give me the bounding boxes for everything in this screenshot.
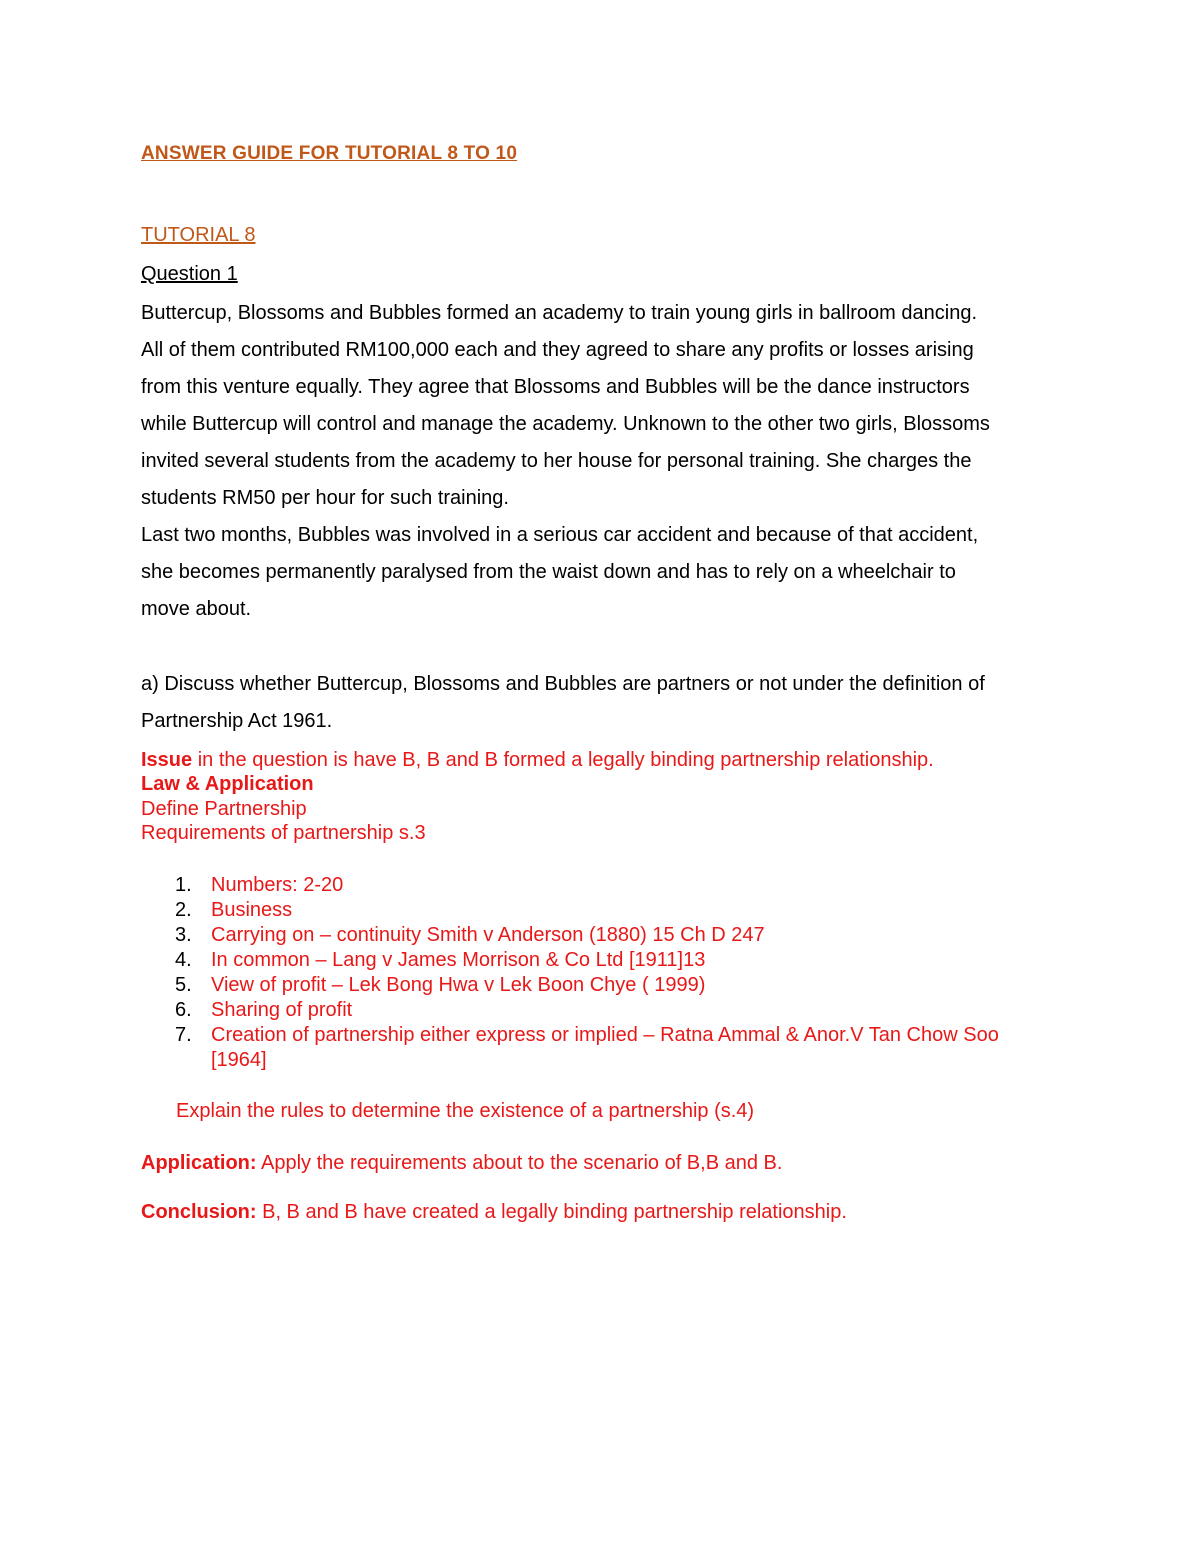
- scenario-line: All of them contributed RM100,000 each and they agreed to share any profits or losses arising: [141, 339, 974, 361]
- list-item: [141, 998, 1041, 1023]
- scenario-paragraph: [141, 295, 1071, 628]
- part-a-line: Partnership Act 1961.: [141, 710, 333, 732]
- list-number: 1.: [175, 874, 192, 896]
- list-number: 7.: [175, 1024, 192, 1046]
- law-heading: [141, 772, 314, 796]
- tutorial-heading: TUTORIAL 8: [141, 224, 256, 246]
- scenario-line: Last two months, Bubbles was involved in a serious car accident and because of that accident,: [141, 524, 979, 546]
- part-a-question: [141, 666, 1071, 740]
- list-item: [141, 973, 1041, 998]
- list-item: [141, 923, 1041, 948]
- scenario-line: she becomes permanently paralysed from the waist down and has to rely on a wheelchair to: [141, 561, 956, 583]
- list-text: Sharing of profit: [211, 999, 353, 1021]
- scenario-line: from this venture equally. They agree that Blossoms and Bubbles will be the dance instructors: [141, 376, 970, 398]
- application-line: [141, 1151, 782, 1175]
- list-number: 3.: [175, 924, 192, 946]
- law-label: Law & Application: [141, 773, 314, 795]
- scenario-line: while Buttercup will control and manage the academy. Unknown to the other two girls, Blossoms: [141, 413, 990, 435]
- list-number: 5.: [175, 974, 192, 996]
- question-heading: Question 1: [141, 263, 238, 285]
- issue-label: Issue: [141, 749, 193, 771]
- requirements-list: [141, 873, 1041, 1073]
- list-item: [141, 948, 1041, 973]
- scenario-line: invited several students from the academy to her house for personal training. She charges the: [141, 450, 972, 472]
- list-text: View of profit – Lek Bong Hwa v Lek Boon Chye ( 1999): [211, 974, 706, 996]
- list-number: 4.: [175, 949, 192, 971]
- conclusion-label: Conclusion:: [141, 1201, 257, 1223]
- scenario-line: Buttercup, Blossoms and Bubbles formed an academy to train young girls in ballroom dancing.: [141, 302, 978, 324]
- requirements-heading: Requirements of partnership s.3: [141, 822, 426, 844]
- list-number: 6.: [175, 999, 192, 1021]
- issue-line: [141, 748, 934, 772]
- list-item: [141, 873, 1041, 898]
- list-item: [141, 898, 1041, 923]
- application-label: Application:: [141, 1152, 257, 1174]
- application-text: Apply the requirements about to the scenario of B,B and B.: [256, 1152, 783, 1174]
- part-a-line: a) Discuss whether Buttercup, Blossoms and Bubbles are partners or not under the definition of: [141, 673, 985, 695]
- scenario-line: students RM50 per hour for such training.: [141, 487, 509, 509]
- list-text: Numbers: 2-20: [211, 874, 344, 896]
- issue-text: in the question is have B, B and B formed a legally binding partnership relationship.: [192, 749, 934, 771]
- list-text: Carrying on – continuity Smith v Anderson (1880) 15 Ch D 247: [211, 924, 765, 946]
- define-partnership: Define Partnership: [141, 798, 307, 820]
- list-item: [141, 1023, 1041, 1073]
- list-text: Creation of partnership either express or implied – Ratna Ammal & Anor.V Tan Chow Soo [1964]: [211, 1024, 999, 1071]
- list-number: 2.: [175, 899, 192, 921]
- document-title: ANSWER GUIDE FOR TUTORIAL 8 TO 10: [141, 143, 518, 164]
- explain-rules: Explain the rules to determine the existence of a partnership (s.4): [176, 1100, 755, 1122]
- scenario-line: move about.: [141, 598, 252, 620]
- list-text: In common – Lang v James Morrison & Co Ltd [1911]13: [211, 949, 706, 971]
- conclusion-line: [141, 1200, 847, 1224]
- list-text: Business: [211, 899, 293, 921]
- conclusion-text: B, B and B have created a legally binding partnership relationship.: [256, 1201, 847, 1223]
